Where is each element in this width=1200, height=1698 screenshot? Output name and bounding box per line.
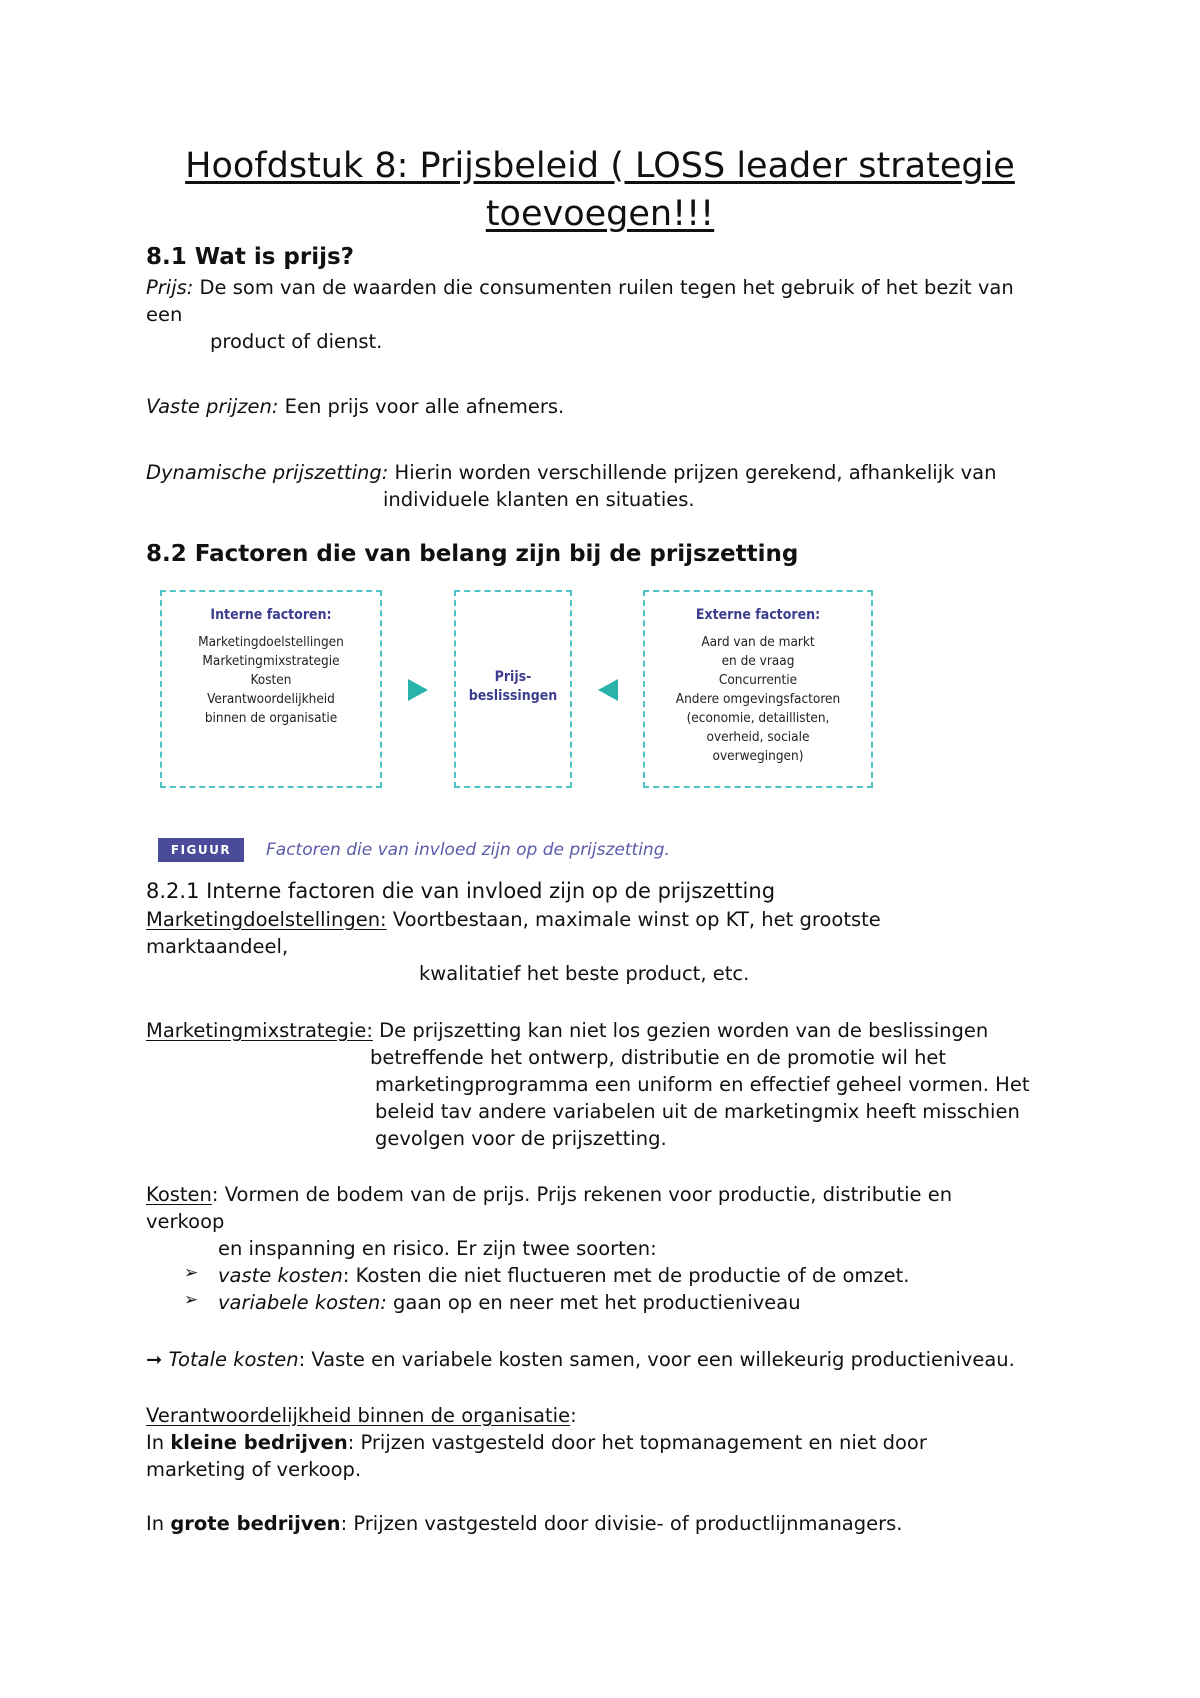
center-line-2: beslissingen [468, 688, 558, 704]
arrow-left-icon [598, 679, 618, 701]
vaste-prijzen-definition [146, 393, 564, 420]
dyn-def-2: individuele klanten en situaties. [383, 488, 695, 511]
vaste-def: Een prijs voor alle afnemers. [278, 395, 565, 418]
kosten-def-3: en inspanning en risico. Er zijn twee soorten: [218, 1237, 657, 1260]
mm-term: Marketingmixstrategie: [146, 1019, 373, 1042]
mm-def-5: gevolgen voor de prijszetting. [375, 1127, 667, 1150]
kosten-def-2: verkoop [146, 1210, 225, 1233]
arrow-right-icon: ➞ [146, 1348, 163, 1371]
section-8-2-heading: 8.2 Factoren die van belang zijn bij de prijszetting [146, 541, 799, 567]
interne-item: binnen de organisatie [204, 710, 338, 726]
klein-bold: kleine bedrijven [170, 1431, 348, 1454]
dynamische-definition-line-1 [146, 459, 996, 486]
externe-factoren-heading: Externe factoren: [695, 607, 821, 623]
bullet-variabele-kosten [218, 1289, 801, 1316]
groot-bold: grote bedrijven [170, 1512, 341, 1535]
bullet-arrow-icon: ➢ [184, 1263, 199, 1283]
totale-def: : Vaste en variabele kosten samen, voor een willekeurig productieniveau. [298, 1348, 1015, 1371]
vaste-term: Vaste prijzen: [146, 395, 279, 418]
arrow-right-icon [408, 679, 428, 701]
prijs-def-1: De som van de waarden die consumenten ruilen tegen het gebruik of het bezit van [193, 276, 1014, 299]
section-8-2-1-heading: 8.2.1 Interne factoren die van invloed zijn op de prijszetting [146, 879, 776, 903]
title-line-1: Hoofdstuk 8: Prijsbeleid ( LOSS leader strategie [185, 146, 1015, 186]
dyn-def-1: Hierin worden verschillende prijzen gerekend, afhankelijk van [388, 461, 997, 484]
interne-item: Kosten [250, 672, 292, 688]
externe-item: Aard van de markt [701, 634, 815, 650]
kleine-bedrijven-line-1 [146, 1429, 927, 1456]
klein-def-2: marketing of verkoop. [146, 1458, 362, 1481]
figure-caption: Factoren die van invloed zijn op de prijszetting. [266, 840, 670, 860]
kosten-def-1: : Vormen de bodem van de prijs. Prijs rekenen voor productie, distributie en [211, 1183, 953, 1206]
externe-factoren-box [643, 590, 873, 788]
prijsbeslissingen-box [454, 590, 572, 788]
klein-def-1: : Prijzen vastgesteld door het topmanagement en niet door [347, 1431, 927, 1454]
figure-label: FIGUUR 8.1 [158, 838, 244, 862]
externe-item: en de vraag [721, 653, 795, 669]
mm-def-2: betreffende het ontwerp, distributie en de promotie wil het [370, 1046, 947, 1069]
totale-term: Totale kosten [168, 1348, 299, 1371]
mm-def-1: De prijszetting kan niet los gezien worden van de beslissingen [372, 1019, 989, 1042]
md-def-3: kwalitatief het beste product, etc. [419, 962, 750, 985]
klein-pre: In [146, 1431, 171, 1454]
bullet1-def: : Kosten die niet fluctueren met de productie of de omzet. [342, 1264, 910, 1287]
groot-pre: In [146, 1512, 171, 1535]
interne-item: Marketingdoelstellingen [198, 634, 344, 650]
groot-def: : Prijzen vastgesteld door divisie- of productlijnmanagers. [340, 1512, 903, 1535]
mm-def-4: beleid tav andere variabelen uit de marketingmix heeft misschien [375, 1100, 1020, 1123]
interne-item: Marketingmixstrategie [202, 653, 340, 669]
center-line-1: Prijs- [494, 669, 532, 685]
grote-bedrijven-line [146, 1510, 903, 1537]
page-title [120, 142, 1080, 238]
kosten-term: Kosten [146, 1183, 212, 1206]
title-line-2: toevoegen!!! [485, 194, 715, 234]
marketingdoelstellingen-line-1 [146, 906, 881, 933]
externe-item: overheid, sociale [706, 729, 810, 745]
md-def-2: marktaandeel, [146, 935, 289, 958]
md-term: Marketingdoelstellingen: [146, 908, 387, 931]
prijs-term: Prijs: [146, 276, 194, 299]
interne-factoren-heading: Interne factoren: [210, 607, 332, 623]
bullet-arrow-icon: ➢ [184, 1290, 199, 1310]
interne-item: Verantwoordelijkheid [207, 691, 335, 707]
verant-colon: : [570, 1404, 577, 1427]
externe-item: Andere omgevingsfactoren [675, 691, 841, 707]
externe-item: Concurrentie [718, 672, 798, 688]
md-def-1: Voortbestaan, maximale winst op KT, het grootste [386, 908, 881, 931]
externe-item: overwegingen) [712, 748, 804, 764]
externe-item: (economie, detaillisten, [686, 710, 830, 726]
verant-term: Verantwoordelijkheid binnen de organisatie [146, 1404, 571, 1427]
mm-def-3: marketingprogramma een uniform en effectief geheel vormen. Het [375, 1073, 1030, 1096]
bullet1-term: vaste kosten [218, 1264, 343, 1287]
prijs-definition-line-1 [146, 274, 1014, 301]
kosten-line-1 [146, 1181, 952, 1208]
marketingmixstrategie-line-1 [146, 1017, 988, 1044]
bullet2-term: variabele kosten: [218, 1291, 387, 1314]
totale-kosten-line [146, 1346, 1015, 1373]
prijs-def-2: een [146, 303, 183, 326]
verantwoordelijkheid-heading [146, 1402, 577, 1429]
bullet-vaste-kosten [218, 1262, 909, 1289]
dyn-term: Dynamische prijszetting: [146, 461, 389, 484]
bullet2-def: gaan op en neer met het productieniveau [386, 1291, 801, 1314]
prijs-def-3: product of dienst. [210, 330, 383, 353]
section-8-1-heading: 8.1 Wat is prijs? [146, 244, 355, 270]
interne-factoren-box [160, 590, 382, 788]
